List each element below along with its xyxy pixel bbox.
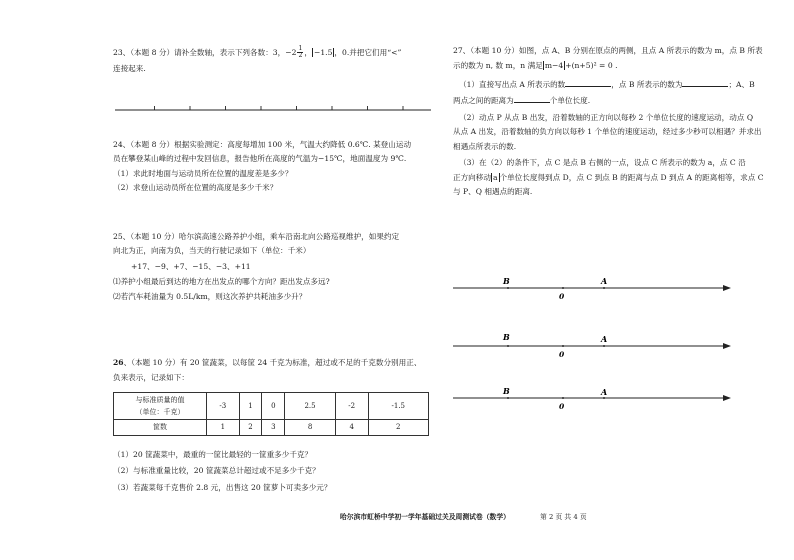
q27-sub3-line1: （3）在（2）的条件下，点 C 是点 B 右侧的一点，设点 C 所表示的数为 a，点 C 沿 bbox=[459, 158, 746, 168]
q27-sub1-c: ；A、B bbox=[728, 79, 755, 89]
question-25 bbox=[113, 232, 443, 301]
q27-sub1-d: 两点之间的距离为 bbox=[453, 96, 514, 106]
point-b bbox=[507, 397, 509, 399]
question-23 bbox=[113, 46, 443, 73]
q23-line2: 连接起来. bbox=[113, 63, 146, 73]
q26-line2: 负来表示，记录如下： bbox=[113, 373, 189, 383]
arrow-right-icon bbox=[723, 395, 731, 401]
q26-subquestions bbox=[113, 450, 443, 492]
q27-number-line-3 bbox=[453, 383, 775, 413]
q26-cell: 4 bbox=[335, 420, 368, 436]
q26-sub3: （3）若蔬菜每千克售价 2.8 元，出售这 20 筐萝卜可卖多少元？ bbox=[113, 482, 332, 492]
origin-point bbox=[562, 287, 564, 289]
q26-line1-text: 、（本题 10 分）有 20 筐蔬菜，以每筐 24 千克为标准，超过或不足的千克数分别用正、 bbox=[123, 358, 422, 367]
arrow-right-icon bbox=[723, 285, 731, 291]
q25-sub1: ⑴养护小组最后到达的地方在出发点的哪个方向？距出发点多远? bbox=[113, 277, 330, 287]
q24-line1: 24、（本题 8 分）根据实验测定：高度每增加 100 米，气温大约降低 0.6℃. 某登山运动 bbox=[113, 140, 412, 149]
q23-text-a: 23、（本题 8 分）请补全数轴，表示下列各数：3， bbox=[113, 47, 286, 57]
page-number: 第 2 页 共 4 页 bbox=[540, 513, 587, 521]
q23-neg-sign: −2 bbox=[285, 47, 297, 57]
origin-point bbox=[562, 345, 564, 347]
q27-line1: 27、（本题 10 分）如图，点 A、B 分别在原点的两侧，且点 A 所表示的数为 m，点 B 所表 bbox=[453, 46, 763, 55]
origin-point bbox=[562, 397, 564, 399]
q23-fraction bbox=[297, 46, 303, 60]
q27-line2-a: 示的数为 n, 数 m，n 满足 bbox=[453, 61, 543, 71]
q27-sub1-line2 bbox=[453, 95, 775, 105]
q27-sub3-abs: a bbox=[492, 172, 498, 182]
q26-cell: 3 bbox=[262, 420, 285, 436]
q26-row1-label-text: 与标准质量的值 bbox=[135, 395, 185, 404]
axis-label-b: B bbox=[503, 276, 510, 286]
q23-line1 bbox=[113, 46, 443, 60]
q26-row1-unit: （单位：千克） bbox=[135, 407, 185, 416]
q24-sub1: （1）求此时地面与运动员所在位置的温度差是多少？ bbox=[113, 168, 293, 178]
axis-label-b: B bbox=[503, 386, 510, 396]
q26-cell: -3 bbox=[207, 393, 240, 420]
q25-sub2: ⑵若汽车耗油量为 0.5L/km，则这次养护共耗油多少升？ bbox=[113, 291, 307, 301]
axis-label-a: A bbox=[601, 276, 608, 286]
q24-sub2: （2）求登山运动员所在位置的高度是多少千米？ bbox=[113, 183, 278, 193]
question-24 bbox=[113, 140, 443, 193]
q26-table bbox=[113, 392, 429, 436]
point-b bbox=[507, 287, 509, 289]
axis-label-origin: 0 bbox=[559, 350, 565, 359]
q27-sub1-a: （1）直接写出点 A 所表示的数 bbox=[459, 79, 566, 89]
q24-line2: 员在攀登某山峰的过程中发回信息，报告他所在高度的气温为−15℃，地面温度为 9℃. bbox=[113, 154, 407, 164]
q26-cell: 2 bbox=[368, 420, 429, 436]
q23-number-line bbox=[115, 102, 435, 116]
q27-sub1-e: 个单位长度. bbox=[549, 96, 591, 106]
point-b bbox=[507, 345, 509, 347]
q23-frac-num: 1 bbox=[298, 45, 303, 52]
q23-text-b: ，0.并把它们用“<” bbox=[334, 47, 402, 57]
q27-sub2-line2: 从点 A 出发，沿着数轴的负方向以每秒 1 个单位的速度运动，经过多少秒可以相遇？并求出 bbox=[453, 127, 762, 137]
point-a bbox=[603, 397, 605, 399]
axis-label-a: A bbox=[601, 334, 608, 344]
footer-title: 哈尔滨市虹桥中学初一学年基础过关及周测试卷（数学） bbox=[340, 513, 510, 521]
q27-sub3-l2-b: 个单位长度得到点 D，点 C 到点 B 的距离与点 D 到点 A 的距离相等，求点 C bbox=[499, 172, 764, 182]
q26-cell: 8 bbox=[285, 420, 336, 436]
answer-blank[interactable] bbox=[682, 79, 728, 87]
answer-blank[interactable] bbox=[565, 79, 611, 87]
q27-sub1-b: ，点 B 所表示的数为 bbox=[611, 79, 683, 89]
q25-line2: 向北为正，向南为负，当天的行驶记录如下（单位：千米） bbox=[113, 246, 311, 256]
q26-cell: 0 bbox=[262, 393, 285, 420]
q27-sub2-line3: 相遇点所表示的数. bbox=[453, 141, 517, 151]
point-a bbox=[603, 287, 605, 289]
q26-sub1: （1）20 筐蔬菜中，最重的一筐比最轻的一筐重多少千克？ bbox=[113, 450, 313, 459]
q26-cell: 1 bbox=[239, 393, 262, 420]
axis-label-a: A bbox=[601, 387, 608, 397]
q26-cell: -2 bbox=[335, 393, 368, 420]
q25-records: +17、−9、+7、−15、−3、+11 bbox=[131, 261, 251, 271]
q27-number-line-2 bbox=[453, 330, 775, 360]
q27-sub3-l2-a: 正方向移动 bbox=[453, 172, 491, 182]
q26-row2-label: 筐数 bbox=[114, 420, 207, 436]
q27-sub2-line1: （2）动点 P 从点 B 出发，沿着数轴的正方向以每秒 2 个单位长度的速度运动，动点 Q bbox=[459, 112, 754, 122]
q26-row1-label bbox=[114, 393, 207, 420]
arrow-right-icon bbox=[723, 343, 731, 349]
q27-line2 bbox=[453, 61, 775, 70]
axis-label-b: B bbox=[503, 332, 510, 342]
point-a bbox=[603, 345, 605, 347]
q27-abs-expr: m−4 bbox=[544, 61, 564, 71]
question-27 bbox=[453, 46, 775, 197]
q26-sub2: （2）与标准重量比较，20 筐蔬菜总计超过或不足多少千克？ bbox=[113, 466, 320, 476]
q27-sub3-line2 bbox=[453, 173, 775, 182]
q26-cell: 1 bbox=[207, 420, 240, 436]
q26-cell: 2 bbox=[239, 420, 262, 436]
table-row bbox=[114, 420, 429, 436]
question-26 bbox=[113, 358, 443, 383]
axis-label-origin: 0 bbox=[559, 292, 565, 301]
q27-line2-b: +(n+5)² = 0 . bbox=[565, 61, 618, 71]
q23-sep: ， bbox=[304, 47, 312, 57]
q27-sub3-line3: 与 P、Q 相遇点的距离. bbox=[453, 187, 533, 197]
q26-cell: 2.5 bbox=[285, 393, 336, 420]
q26-number: 26 bbox=[113, 358, 124, 367]
axis-label-origin: 0 bbox=[559, 402, 565, 411]
q25-line1: 25、（本题 10 分）哈尔滨高速公路养护小组，乘车沿南北向公路巡视维护，如果约定 bbox=[113, 232, 400, 241]
q23-abs-value: −1.5 bbox=[313, 47, 333, 57]
q26-cell: -1.5 bbox=[368, 393, 429, 420]
q23-frac-den: 2 bbox=[298, 52, 303, 60]
q27-number-line-1 bbox=[453, 272, 775, 302]
q27-sub1 bbox=[459, 79, 775, 89]
answer-blank[interactable] bbox=[514, 95, 550, 103]
table-row bbox=[114, 393, 429, 420]
q23-ticks bbox=[155, 106, 404, 110]
q26-table-wrap bbox=[113, 392, 433, 444]
q26-line1 bbox=[113, 358, 443, 367]
